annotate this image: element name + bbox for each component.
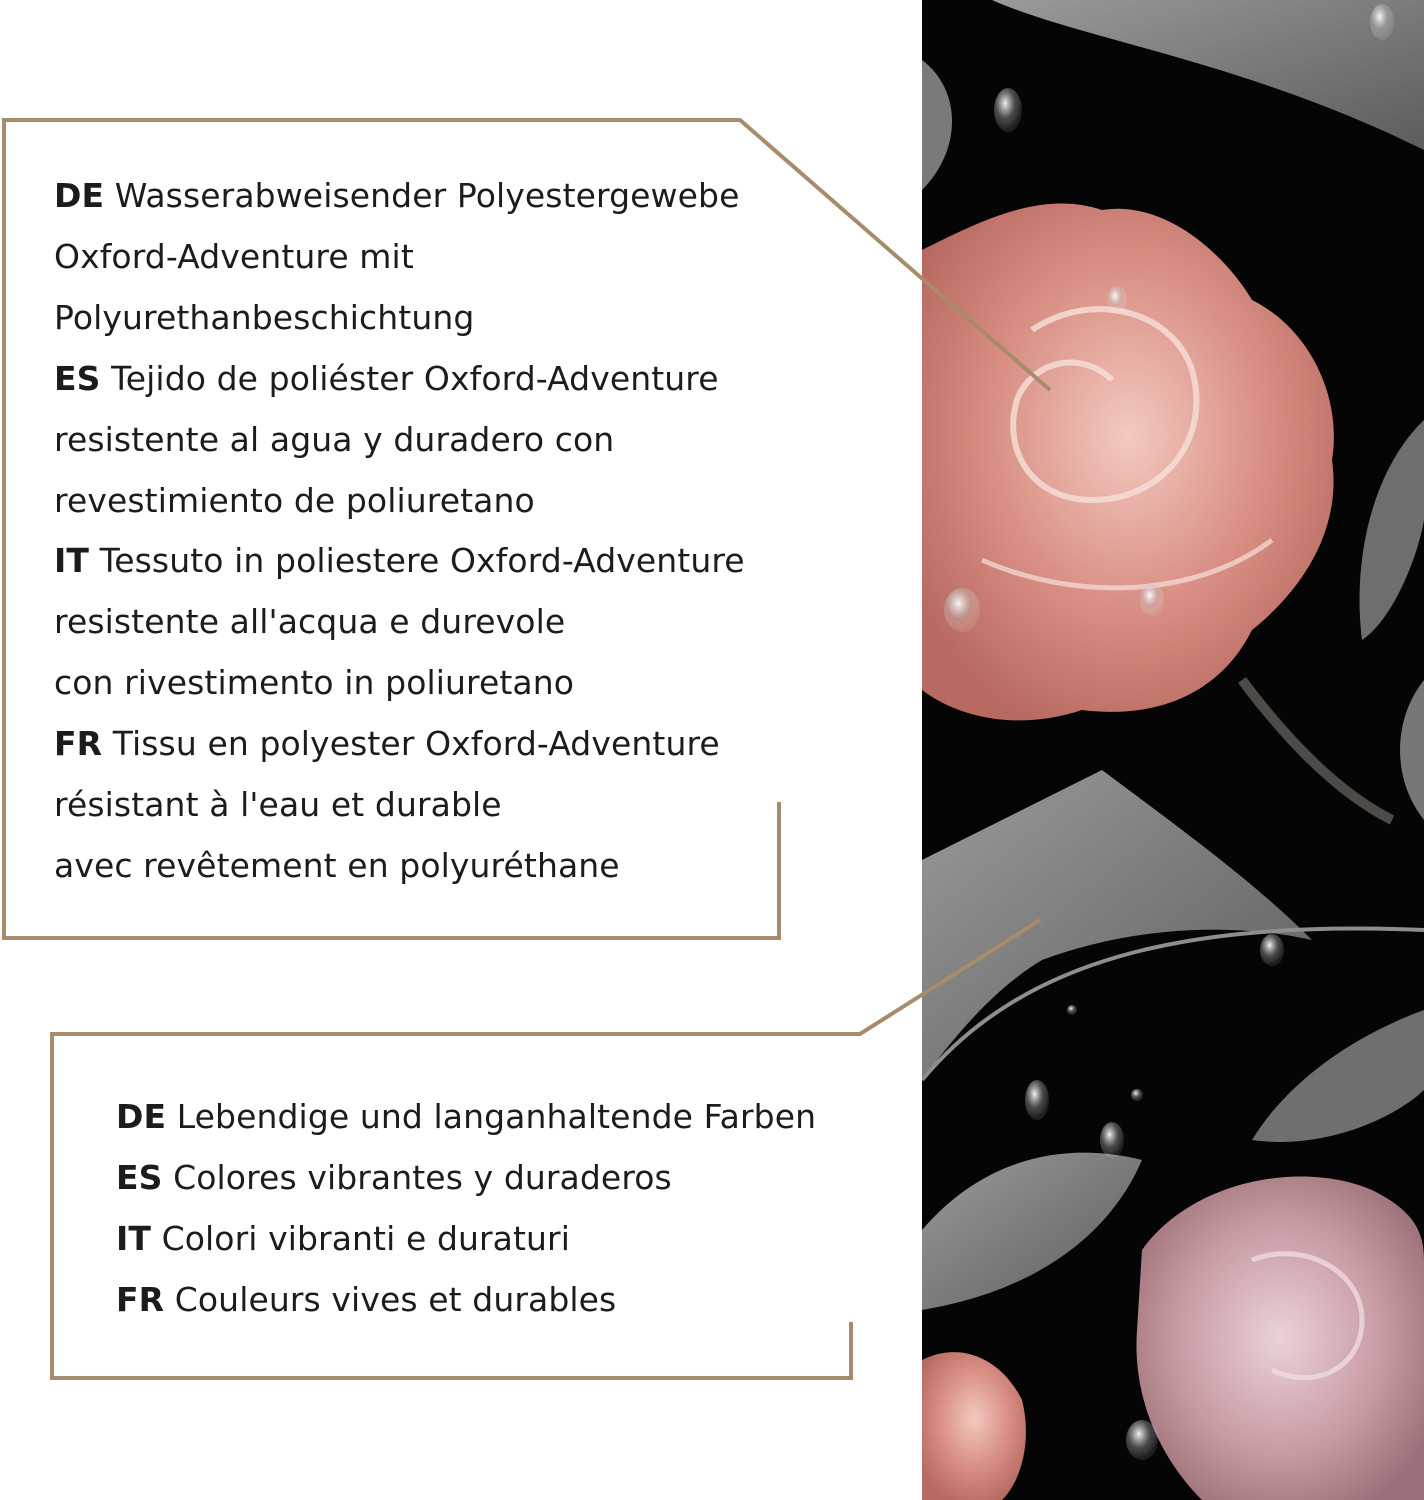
line-text: Couleurs vives et durables [164, 1279, 617, 1319]
text-line [54, 592, 745, 653]
text-line [54, 410, 745, 471]
text-line [54, 227, 745, 288]
line-text: resistente al agua y duradero con [54, 419, 615, 459]
text-line [54, 531, 745, 592]
text-line [116, 1087, 816, 1148]
text-line [54, 166, 745, 227]
language-code: DE [54, 176, 105, 215]
line-text: résistant à l'eau et durable [54, 785, 502, 825]
line-text: Tejido de poliéster Oxford-Adventure [100, 358, 719, 398]
line-text: Colori vibranti e duraturi [151, 1218, 570, 1258]
line-text: avec revêtement en polyuréthane [54, 845, 620, 885]
line-text: Tessuto in poliestere Oxford-Adventure [89, 541, 745, 581]
line-text: Wasserabweisender Polyestergewebe [104, 176, 740, 215]
text-line [116, 1209, 816, 1270]
language-code: ES [116, 1157, 163, 1197]
line-text: revestimiento de poliuretano [54, 480, 535, 520]
language-code: DE [116, 1097, 167, 1136]
text-line [54, 775, 745, 836]
line-text: resistente all'acqua e durevole [54, 602, 566, 642]
language-code: IT [54, 541, 89, 581]
line-text: Polyurethanbeschichtung [54, 297, 475, 337]
line-text: Colores vibrantes y duraderos [162, 1157, 672, 1197]
line-text: Lebendige und langanhaltende Farben [166, 1097, 817, 1136]
line-text: Tissu en polyester Oxford-Adventure [102, 724, 720, 764]
language-code: ES [54, 358, 101, 398]
text-line [54, 349, 745, 410]
text-line [54, 714, 745, 775]
text-line [116, 1148, 816, 1209]
feature-colors-description [116, 1087, 816, 1331]
language-code: FR [116, 1279, 165, 1319]
line-text: con rivestimento in poliuretano [54, 663, 575, 703]
text-line [54, 836, 745, 897]
feature-material-description [54, 166, 745, 897]
line-text: Oxford-Adventure mit [54, 236, 414, 276]
text-line [54, 653, 745, 714]
text-line [54, 471, 745, 532]
text-line [54, 288, 745, 349]
language-code: FR [54, 724, 103, 764]
language-code: IT [116, 1218, 151, 1258]
text-line [116, 1270, 816, 1331]
